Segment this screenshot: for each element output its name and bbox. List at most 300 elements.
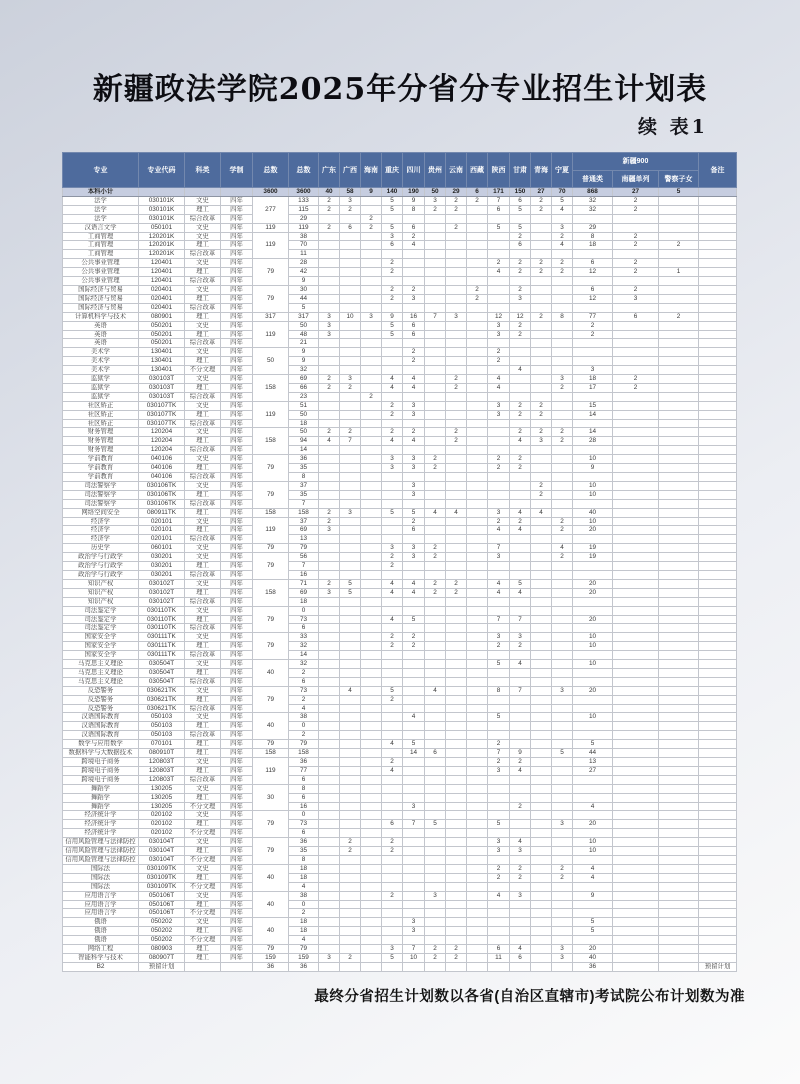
cell [446, 464, 467, 473]
cell [425, 383, 446, 392]
cell [361, 651, 382, 660]
cell: 4 [289, 882, 319, 891]
cell: 2 [510, 330, 531, 339]
cell [613, 464, 659, 473]
table-row [63, 277, 737, 286]
cell [403, 303, 425, 312]
column-header: 专业代码 [139, 153, 185, 188]
cell: 2 [446, 945, 467, 954]
cell: 2 [425, 953, 446, 962]
cell: 29 [573, 223, 613, 232]
cell: 2 [552, 259, 573, 268]
cell [531, 660, 552, 669]
cell [573, 909, 613, 918]
cell: 四年 [221, 401, 253, 410]
cell [510, 544, 531, 553]
cell: 1 [659, 268, 699, 277]
cell [467, 802, 488, 811]
cell [319, 366, 340, 375]
cell: 跨境电子商务 [63, 758, 139, 767]
cell: 4 [403, 579, 425, 588]
cell [340, 419, 361, 428]
table-row [63, 339, 737, 348]
cell [488, 900, 510, 909]
cell [319, 268, 340, 277]
cell [488, 606, 510, 615]
cell [552, 419, 573, 428]
cell: 77 [573, 312, 613, 321]
cell: 2 [573, 330, 613, 339]
cell: 3 [403, 918, 425, 927]
cell: 3 [382, 232, 403, 241]
cell: 4 [382, 375, 403, 384]
cell [699, 419, 737, 428]
cell: 舞蹈学 [63, 802, 139, 811]
cell: 51 [289, 401, 319, 410]
cell: 2 [510, 802, 531, 811]
table-row [63, 775, 737, 784]
cell [319, 847, 340, 856]
cell [425, 294, 446, 303]
cell: 2 [467, 294, 488, 303]
cell [361, 490, 382, 499]
table-row [63, 829, 737, 838]
cell: 79 [253, 838, 289, 865]
cell [613, 562, 659, 571]
cell: 2 [531, 401, 552, 410]
cell: 4 [446, 508, 467, 517]
cell [613, 891, 659, 900]
cell: 56 [289, 553, 319, 562]
cell [403, 392, 425, 401]
cell [510, 909, 531, 918]
cell: 120401 [139, 268, 185, 277]
cell [552, 811, 573, 820]
cell [659, 348, 699, 357]
cell: 2 [510, 410, 531, 419]
cell [573, 677, 613, 686]
cell [552, 660, 573, 669]
cell [319, 446, 340, 455]
cell [340, 499, 361, 508]
cell [552, 633, 573, 642]
cell: 5 [573, 740, 613, 749]
cell [319, 615, 340, 624]
cell [361, 232, 382, 241]
column-header: 海南 [361, 153, 382, 188]
cell [467, 740, 488, 749]
cell [699, 606, 737, 615]
cell [659, 294, 699, 303]
cell: 汉语国际教育 [63, 731, 139, 740]
cell [467, 241, 488, 250]
cell: 四年 [221, 749, 253, 758]
cell [361, 668, 382, 677]
cell: 050201 [139, 339, 185, 348]
cell [425, 401, 446, 410]
cell: 国家安全学 [63, 633, 139, 642]
cell [340, 722, 361, 731]
cell [319, 651, 340, 660]
cell [340, 820, 361, 829]
cell [573, 811, 613, 820]
cell [510, 855, 531, 864]
cell: 5 [510, 579, 531, 588]
cell: 2 [510, 268, 531, 277]
cell [340, 250, 361, 259]
cell: 030106TK [139, 499, 185, 508]
cell [510, 713, 531, 722]
cell [446, 473, 467, 482]
cell: 130401 [139, 348, 185, 357]
cell [403, 446, 425, 455]
cell [552, 668, 573, 677]
cell: 综合改革 [185, 392, 221, 401]
cell [531, 633, 552, 642]
cell [340, 285, 361, 294]
cell: 4 [488, 383, 510, 392]
cell [573, 214, 613, 223]
cell [699, 205, 737, 214]
cell [699, 651, 737, 660]
cell [613, 490, 659, 499]
cell [403, 259, 425, 268]
cell: 6 [573, 285, 613, 294]
cell: 工商管理 [63, 250, 139, 259]
cell: 应用语言学 [63, 909, 139, 918]
cell: 5 [488, 223, 510, 232]
cell [403, 562, 425, 571]
cell: 050201 [139, 330, 185, 339]
cell: 3 [319, 312, 340, 321]
cell: 2 [382, 633, 403, 642]
cell [488, 392, 510, 401]
cell [467, 873, 488, 882]
cell [467, 499, 488, 508]
cell [340, 713, 361, 722]
cell: 舞蹈学 [63, 793, 139, 802]
cell [699, 793, 737, 802]
cell [446, 864, 467, 873]
cell: 3 [403, 927, 425, 936]
cell [425, 375, 446, 384]
cell [425, 446, 446, 455]
cell: 3 [403, 544, 425, 553]
cell [446, 962, 467, 971]
cell [531, 891, 552, 900]
cell: 32 [573, 205, 613, 214]
cell [319, 945, 340, 954]
cell: 国际法 [63, 864, 139, 873]
cell [425, 473, 446, 482]
cell [531, 588, 552, 597]
cell: 四年 [221, 464, 253, 473]
cell: 2 [382, 294, 403, 303]
cell [425, 642, 446, 651]
cell: 2 [446, 428, 467, 437]
cell: 俄语 [63, 918, 139, 927]
cell: 3 [403, 490, 425, 499]
cell: 舞蹈学 [63, 784, 139, 793]
cell [467, 526, 488, 535]
page-title: 新疆政法学院2025年分省分专业招生计划表 [92, 72, 708, 107]
cell [659, 642, 699, 651]
cell [361, 855, 382, 864]
cell: 42 [289, 268, 319, 277]
cell: 030201 [139, 570, 185, 579]
cell: 四年 [221, 303, 253, 312]
cell [361, 205, 382, 214]
cell [531, 829, 552, 838]
cell [403, 722, 425, 731]
cell [446, 873, 467, 882]
cell: 2 [531, 490, 552, 499]
cell: 本科小计 [63, 188, 139, 197]
cell: 19 [573, 553, 613, 562]
cell: 文史 [185, 864, 221, 873]
cell [613, 927, 659, 936]
cell [319, 855, 340, 864]
cell [361, 401, 382, 410]
cell: 8 [289, 855, 319, 864]
cell: 2 [488, 873, 510, 882]
cell: 158 [253, 375, 289, 402]
cell [361, 882, 382, 891]
cell: 理工 [185, 410, 221, 419]
cell: 2 [403, 428, 425, 437]
cell [699, 508, 737, 517]
cell [446, 339, 467, 348]
cell: 18 [289, 864, 319, 873]
cell: 14 [289, 651, 319, 660]
cell: 2 [488, 348, 510, 357]
cell [319, 668, 340, 677]
cell: 5 [573, 927, 613, 936]
cell: 4 [403, 375, 425, 384]
cell: 2 [510, 517, 531, 526]
cell [552, 642, 573, 651]
cell [467, 838, 488, 847]
cell [488, 829, 510, 838]
cell: 四年 [221, 793, 253, 802]
cell [319, 633, 340, 642]
cell [531, 802, 552, 811]
cell [467, 731, 488, 740]
cell [510, 214, 531, 223]
cell: 四年 [221, 490, 253, 499]
cell [340, 829, 361, 838]
cell: 2 [319, 508, 340, 517]
cell [361, 535, 382, 544]
cell: 69 [289, 375, 319, 384]
cell [467, 936, 488, 945]
cell [488, 570, 510, 579]
table-row [63, 873, 737, 882]
cell: 综合改革 [185, 775, 221, 784]
cell [531, 366, 552, 375]
cell: 9 [289, 277, 319, 286]
cell [467, 758, 488, 767]
cell: 79 [253, 455, 289, 482]
cell: 79 [253, 945, 289, 954]
cell: 3600 [289, 188, 319, 197]
table-row [63, 259, 737, 268]
cell: 030103T [139, 383, 185, 392]
cell: 130401 [139, 366, 185, 375]
cell [319, 838, 340, 847]
cell [699, 909, 737, 918]
cell [382, 802, 403, 811]
cell [403, 731, 425, 740]
cell: 030621TK [139, 695, 185, 704]
cell [319, 624, 340, 633]
cell [510, 570, 531, 579]
cell [425, 864, 446, 873]
cell [613, 553, 659, 562]
cell: 2 [446, 437, 467, 446]
cell: 2 [552, 232, 573, 241]
cell [573, 535, 613, 544]
table-row [63, 713, 737, 722]
cell [361, 241, 382, 250]
cell: 120204 [139, 446, 185, 455]
cell [467, 713, 488, 722]
cell [613, 775, 659, 784]
cell [361, 562, 382, 571]
table-body [63, 188, 737, 972]
cell: 2 [659, 312, 699, 321]
cell [340, 864, 361, 873]
cell [510, 651, 531, 660]
cell: 四年 [221, 196, 253, 205]
cell [467, 624, 488, 633]
cell: 2 [510, 642, 531, 651]
cell: 030621TK [139, 686, 185, 695]
cell: 理工 [185, 588, 221, 597]
cell [531, 223, 552, 232]
cell [446, 294, 467, 303]
cell: 四年 [221, 259, 253, 268]
cell [361, 437, 382, 446]
cell: 070101 [139, 740, 185, 749]
table-row [63, 446, 737, 455]
cell [382, 784, 403, 793]
cell [221, 188, 253, 197]
cell [510, 303, 531, 312]
cell [340, 749, 361, 758]
cell [510, 793, 531, 802]
cell [467, 668, 488, 677]
cell: 理工 [185, 766, 221, 775]
table-row [63, 820, 737, 829]
cell [510, 499, 531, 508]
cell: 030107TK [139, 410, 185, 419]
cell: 50 [289, 321, 319, 330]
cell [467, 562, 488, 571]
cell [659, 508, 699, 517]
cell [613, 606, 659, 615]
cell [573, 651, 613, 660]
cell: 2 [319, 517, 340, 526]
cell: 四年 [221, 606, 253, 615]
cell: 14 [573, 410, 613, 419]
cell: 6 [510, 241, 531, 250]
cell [699, 945, 737, 954]
cell: 120201K [139, 232, 185, 241]
cell: 法学 [63, 214, 139, 223]
cell: 2 [552, 268, 573, 277]
table-row [63, 749, 737, 758]
cell: 9 [382, 312, 403, 321]
table-row [63, 918, 737, 927]
cell [659, 517, 699, 526]
cell: 3 [552, 953, 573, 962]
cell [185, 962, 221, 971]
cell: 5 [382, 686, 403, 695]
cell [659, 784, 699, 793]
cell: 4 [510, 945, 531, 954]
cell [699, 713, 737, 722]
cell: 工商管理 [63, 241, 139, 250]
cell [613, 953, 659, 962]
cell [531, 927, 552, 936]
cell: 四年 [221, 677, 253, 686]
cell [340, 945, 361, 954]
cell [403, 651, 425, 660]
cell [552, 695, 573, 704]
cell [382, 348, 403, 357]
continuation-label: 续 表1 [638, 116, 708, 138]
cell: 4 [403, 713, 425, 722]
cell [446, 829, 467, 838]
cell: 10 [573, 481, 613, 490]
cell: 0 [289, 606, 319, 615]
cell [699, 722, 737, 731]
cell: 理工 [185, 464, 221, 473]
cell [531, 873, 552, 882]
table-row [63, 668, 737, 677]
cell: 文史 [185, 891, 221, 900]
cell [659, 793, 699, 802]
cell: 4 [403, 241, 425, 250]
cell [510, 927, 531, 936]
cell: 2 [467, 196, 488, 205]
cell [319, 553, 340, 562]
cell: 140 [382, 188, 403, 197]
cell: 2 [531, 428, 552, 437]
cell: 理工 [185, 642, 221, 651]
cell: 四年 [221, 936, 253, 945]
cell: 四年 [221, 285, 253, 294]
cell [361, 473, 382, 482]
cell [361, 615, 382, 624]
cell: 公共事业管理 [63, 259, 139, 268]
cell [613, 473, 659, 482]
cell [446, 303, 467, 312]
cell [573, 277, 613, 286]
cell: 35 [289, 847, 319, 856]
cell [613, 481, 659, 490]
cell [382, 909, 403, 918]
table-row [63, 383, 737, 392]
cell: 28 [289, 259, 319, 268]
cell: 学前教育 [63, 455, 139, 464]
cell [531, 668, 552, 677]
cell [613, 936, 659, 945]
cell: 3 [319, 330, 340, 339]
cell [467, 303, 488, 312]
cell: 120201K [139, 241, 185, 250]
